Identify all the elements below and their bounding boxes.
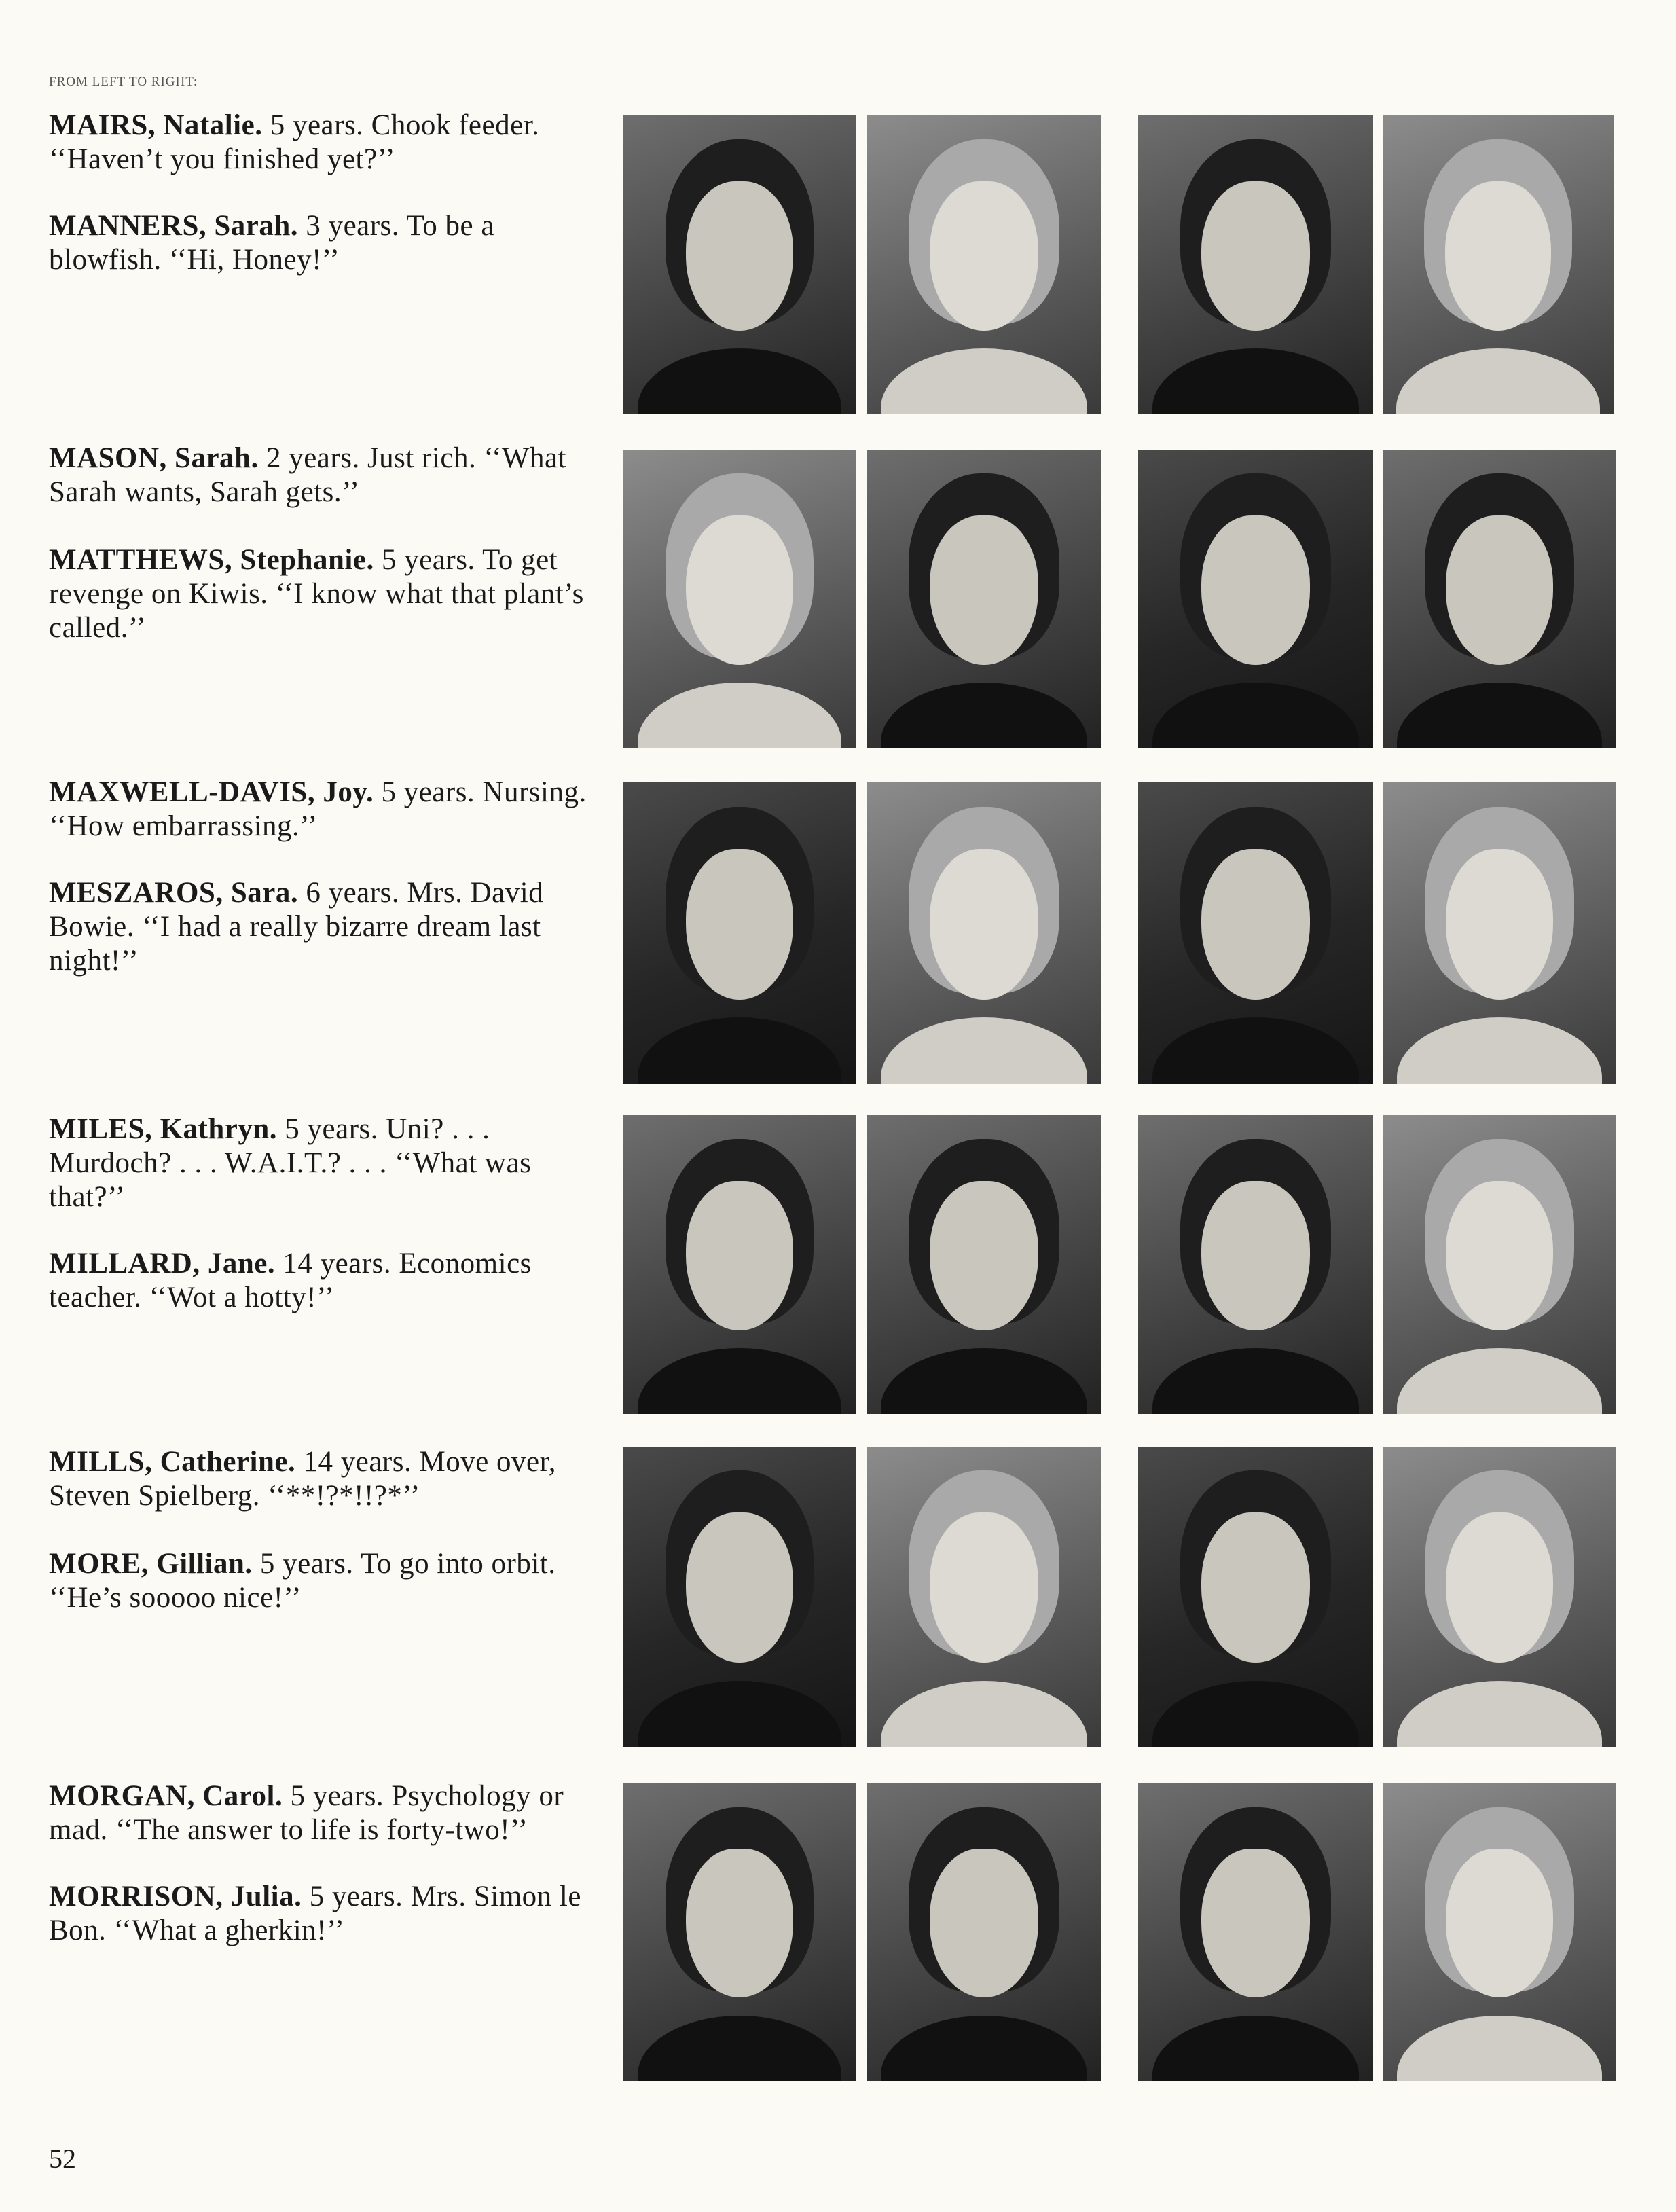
entry-name: MORRISON, Julia. <box>49 1881 302 1912</box>
entry-mason-sarah <box>49 441 606 509</box>
entry-name: MORGAN, Carol. <box>49 1780 283 1812</box>
page-number: 52 <box>49 2143 76 2174</box>
photo-mairs-natalie-child <box>867 115 1101 414</box>
photo-matthews-stephanie-now <box>1138 450 1373 748</box>
entry-text: 5 years. Chook feeder. ‘‘Haven’t you finished yet?’’ <box>49 109 540 175</box>
entry-mills-catherine <box>49 1445 606 1513</box>
photo-morrison-julia-now <box>1138 1783 1373 2081</box>
photo-miles-kathryn-now <box>623 1115 856 1414</box>
entry-manners-sarah <box>49 209 606 277</box>
entry-name: MORE, Gillian. <box>49 1548 253 1580</box>
photo-mills-catherine-child <box>867 1447 1101 1747</box>
entry-meszaros-sara <box>49 876 606 978</box>
entry-name: MANNERS, Sarah. <box>49 210 299 242</box>
photo-more-gillian-now <box>1138 1447 1373 1747</box>
entry-text: 5 years. Nursing. ‘‘How embarrassing.’’ <box>49 776 587 842</box>
entry-millard-jane <box>49 1247 606 1315</box>
entry-name: MASON, Sarah. <box>49 442 259 474</box>
photo-meszaros-sara-now <box>1138 782 1373 1084</box>
entry-name: MILLS, Catherine. <box>49 1446 296 1478</box>
entry-matthews-stephanie <box>49 543 606 645</box>
photo-millard-jane-child <box>1383 1115 1616 1414</box>
entry-name: MILLARD, Jane. <box>49 1248 276 1280</box>
photo-maxwell-davis-joy-child <box>867 782 1101 1084</box>
photo-mairs-natalie-now <box>623 115 856 414</box>
photo-meszaros-sara-child <box>1383 782 1616 1084</box>
photo-miles-kathryn-child <box>867 1115 1101 1414</box>
photo-mason-sarah-now <box>623 450 856 748</box>
entry-name: MATTHEWS, Stephanie. <box>49 544 374 576</box>
page-header-instruction: FROM LEFT TO RIGHT: <box>49 75 198 89</box>
photo-manners-sarah-child <box>1383 115 1614 414</box>
entry-text: 14 years. Economics teacher. ‘‘Wot a hotty!’’ <box>49 1248 532 1313</box>
entry-name: MILES, Kathryn. <box>49 1113 278 1145</box>
entry-text: 5 years. To go into orbit. ‘‘He’s sooooo nice!’’ <box>49 1548 556 1614</box>
entry-text: 5 years. Psychology or mad. ‘‘The answer to life is forty-two!’’ <box>49 1780 564 1846</box>
entry-maxwell-davis-joy <box>49 776 606 844</box>
photo-mills-catherine-now <box>623 1447 856 1747</box>
entry-text: 6 years. Mrs. David Bowie. ‘‘I had a really bizarre dream last night!’’ <box>49 877 544 977</box>
entry-text: 5 years. Mrs. Simon le Bon. ‘‘What a gherkin!’’ <box>49 1881 581 1946</box>
entry-text: 2 years. Just rich. ‘‘What Sarah wants, Sarah gets.’’ <box>49 442 567 508</box>
photo-manners-sarah-now <box>1138 115 1373 414</box>
entry-morrison-julia <box>49 1880 606 1948</box>
entry-more-gillian <box>49 1547 606 1615</box>
photo-millard-jane-now <box>1138 1115 1373 1414</box>
entry-name: MAXWELL-DAVIS, Joy. <box>49 776 374 808</box>
photo-maxwell-davis-joy-now <box>623 782 856 1084</box>
photo-morgan-carol-child <box>867 1783 1101 2081</box>
entry-text: 14 years. Move over, Steven Spielberg. ‘‘**!?*!!?*’’ <box>49 1446 556 1512</box>
entry-mairs-natalie <box>49 109 606 177</box>
entry-name: MESZAROS, Sara. <box>49 877 299 909</box>
photo-mason-sarah-child <box>867 450 1101 748</box>
entry-text: 3 years. To be a blowfish. ‘‘Hi, Honey!’’ <box>49 210 494 276</box>
entry-text: 5 years. Uni? . . . Murdoch? . . . W.A.I.T.? . . . ‘‘What was that?’’ <box>49 1113 532 1213</box>
photo-matthews-stephanie-child <box>1383 450 1616 748</box>
photo-morgan-carol-now <box>623 1783 856 2081</box>
photo-morrison-julia-child <box>1383 1783 1616 2081</box>
entry-text: 5 years. To get revenge on Kiwis. ‘‘I know what that plant’s called.’’ <box>49 544 584 644</box>
entry-miles-kathryn <box>49 1112 606 1214</box>
entry-name: MAIRS, Natalie. <box>49 109 263 141</box>
photo-more-gillian-child <box>1383 1447 1616 1747</box>
entry-morgan-carol <box>49 1779 606 1847</box>
